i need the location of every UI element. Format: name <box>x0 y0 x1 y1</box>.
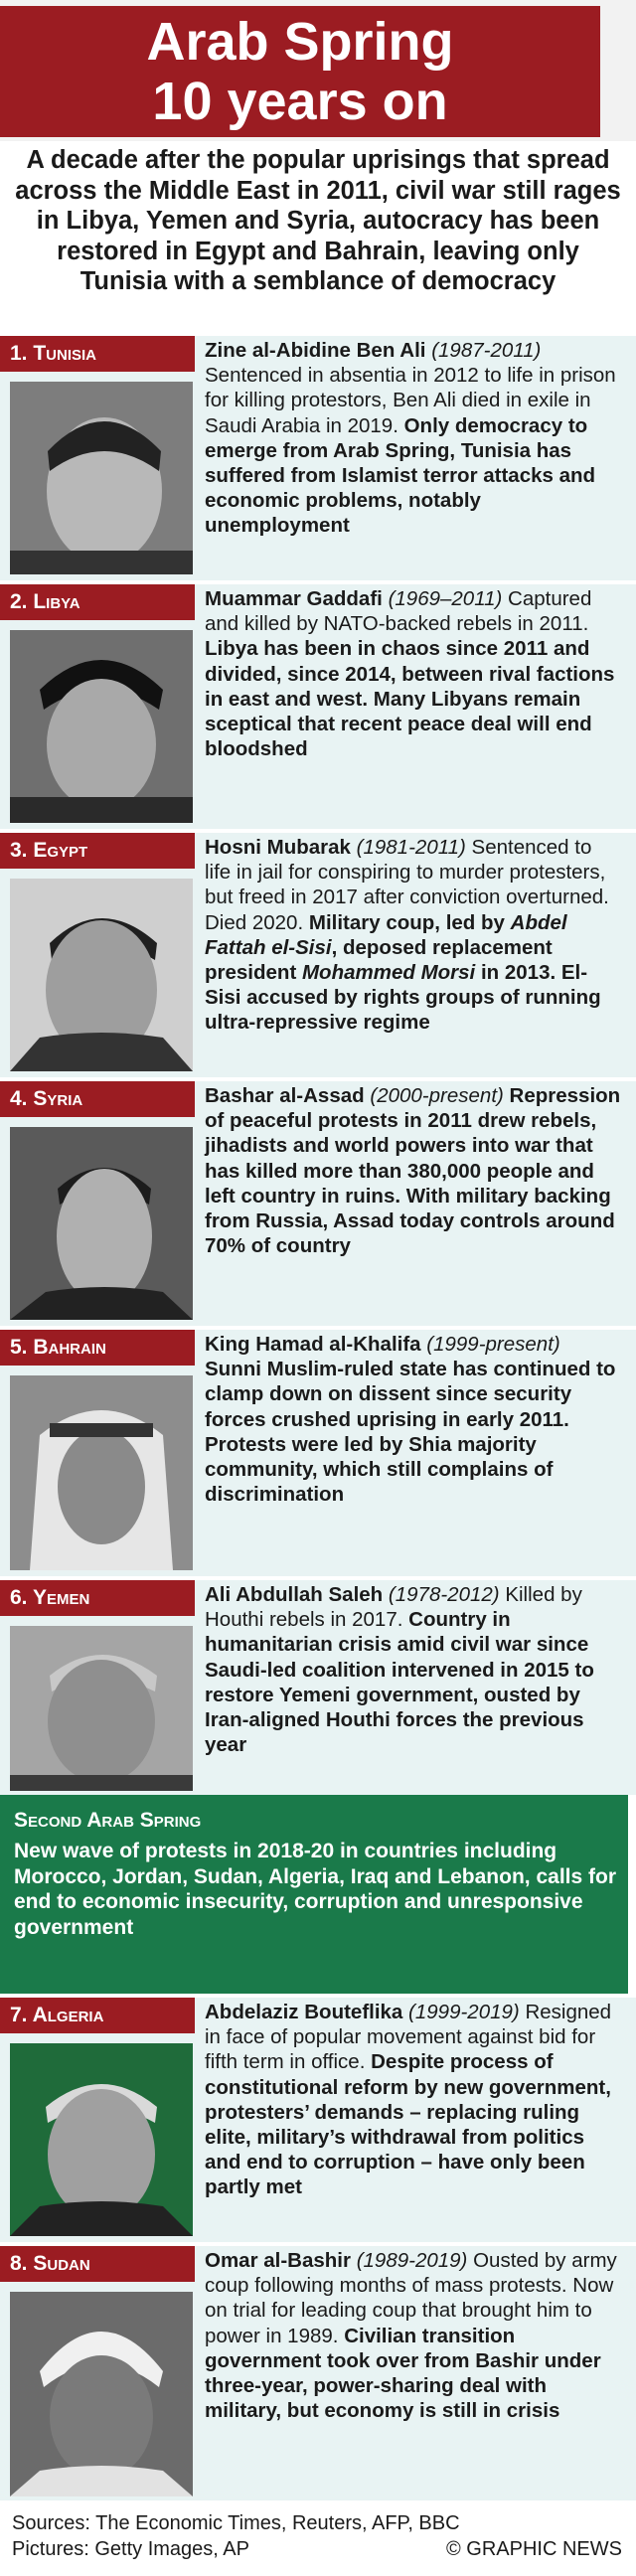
portrait-photo <box>10 630 193 823</box>
leader-years: (1987-2011) <box>431 339 542 362</box>
country-card-tunisia <box>0 336 636 580</box>
country-status: Despite process of constitutional reform by new government, protesters’ demands – replacing ruling elite, military’s withdrawal from politics and end to corruption – have only been partly met <box>205 2050 611 2199</box>
leader-name: Hosni Mubarak <box>205 836 351 859</box>
country-status: Country in humanitarian crisis amid civil war since Saudi-led coalition intervened in 2015 to restore Yemeni government, ousted by Iran-aligned Houthi forces the previous year <box>205 1608 594 1757</box>
country-text <box>205 586 622 761</box>
country-status: Civilian transition government took over from Bashir under three-year, power-sharing deal with military, but economy is still in crisis <box>205 2324 601 2423</box>
country-card-libya <box>0 584 636 829</box>
country-summary: Sentenced to life in jail for conspiring to murder protesters, but freed in 2017 after conviction overturned. Died 2020. <box>205 836 609 934</box>
person-name-morsi: Mohammed Morsi <box>301 961 476 985</box>
portrait-photo <box>10 1127 193 1320</box>
title-line-1: Arab Spring <box>146 12 454 72</box>
portrait-photo <box>10 2043 193 2236</box>
portrait-photo <box>10 382 193 574</box>
country-card-syria <box>0 1081 636 1326</box>
country-card-algeria <box>0 1998 636 2242</box>
sources-credit: Sources: The Economic Times, Reuters, AFP, BBC <box>12 2512 460 2534</box>
country-status-part: in 2013. El-Sisi accused by rights groups of running ultra-repressive regime <box>205 961 601 1035</box>
country-text <box>205 2248 622 2423</box>
country-label: 5. Bahrain <box>0 1330 195 1366</box>
leader-name: Zine al-Abidine Ben Ali <box>205 339 426 362</box>
country-summary: Sentenced in absentia in 2012 to life in prison for killing protestors, Ben Ali died in exile in Saudi Arabia in 2019. <box>205 364 616 437</box>
pictures-credit: Pictures: Getty Images, AP <box>12 2538 249 2560</box>
leader-name: Abdelaziz Bouteflika <box>205 2001 403 2023</box>
footer <box>0 2504 636 2576</box>
country-text <box>205 1083 622 1258</box>
country-label: 1. Tunisia <box>0 336 195 372</box>
country-label: 8. Sudan <box>0 2246 195 2282</box>
country-summary: Killed by Houthi rebels in 2017. <box>205 1583 582 1632</box>
country-text <box>205 1332 622 1507</box>
country-status-part: , deposed replacement president <box>205 935 553 985</box>
leader-name: Muammar Gaddafi <box>205 587 383 610</box>
leader-years: (1981-2011) <box>356 836 466 859</box>
second-arab-spring-box <box>0 1795 628 1994</box>
leader-years: (1999-2019) <box>408 2001 520 2023</box>
country-summary: Resigned in face of popular movement against bid for fifth term in office. <box>205 2001 612 2074</box>
leader-name: King Hamad al-Khalifa <box>205 1333 421 1356</box>
copyright: © GRAPHIC NEWS <box>446 2538 622 2560</box>
country-card-sudan <box>0 2246 636 2500</box>
country-text <box>205 835 622 1036</box>
country-label: 6. Yemen <box>0 1580 195 1616</box>
portrait-photo <box>10 1375 193 1570</box>
leader-name: Ali Abdullah Saleh <box>205 1583 384 1606</box>
country-status: Sunni Muslim-ruled state has continued to clamp down on dissent since security forces crushed uprising in early 2011. Protests were led by Shia majority community, which still complains of discrimination <box>205 1358 616 1507</box>
country-card-yemen <box>0 1580 636 1795</box>
country-status: Libya has been in chaos since 2011 and divided, since 2014, between rival factions in east and west. Many Libyans remain sceptical that recent peace deal will end bloodshed <box>205 637 615 761</box>
country-text <box>205 2000 622 2200</box>
second-spring-body: New wave of protests in 2018-20 in countries including Morocco, Jordan, Sudan, Algeria, Iraq and Lebanon, calls for end to economic insecurity, corruption and unresponsive government <box>14 1840 616 1939</box>
title-banner <box>0 6 600 137</box>
second-spring-title: Second Arab Spring <box>14 1809 202 1832</box>
leader-name: Omar al-Bashir <box>205 2249 351 2272</box>
leader-years: (2000-present) <box>370 1084 504 1107</box>
leader-name: Bashar al-Assad <box>205 1084 365 1107</box>
portrait-photo <box>10 2292 193 2496</box>
country-status: Repression of peaceful protests in 2011 drew rebels, jihadists and world powers into war that has killed more than 380,000 people and left country in ruins. With military backing from Russia, Assad today controls around 70% of country <box>205 1084 621 1258</box>
country-text <box>205 1582 622 1757</box>
country-card-egypt <box>0 833 636 1077</box>
header <box>0 0 636 141</box>
intro-text: A decade after the popular uprisings that spread across the Middle East in 2011, civil war still rages in Libya, Yemen and Syria, autocracy has been restored in Egypt and Bahrain, leaving only Tunisia with a semblance of democracy <box>15 146 621 295</box>
leader-years: (1989-2019) <box>356 2249 468 2272</box>
leader-years: (1978-2012) <box>388 1583 500 1606</box>
country-text <box>205 338 622 539</box>
leader-years: (1969–2011) <box>388 587 503 610</box>
country-summary: Captured and killed by NATO-backed rebels in 2011. <box>205 587 592 636</box>
country-summary: Ousted by army coup following months of mass protests. Now on trial for leading coup that brought him to power in 1989. <box>205 2249 617 2347</box>
title-line-2: 10 years on <box>152 72 448 131</box>
person-name-sisi: Abdel Fattah el-Sisi <box>205 910 567 959</box>
country-card-bahrain <box>0 1330 636 1576</box>
country-label: 2. Libya <box>0 584 195 620</box>
country-label: 3. Egypt <box>0 833 195 869</box>
portrait-photo <box>10 879 193 1071</box>
country-status: Only democracy to emerge from Arab Spring, Tunisia has suffered from Islamist terror attacks and economic problems, notably unemployment <box>205 413 596 538</box>
portrait-photo <box>10 1626 193 1791</box>
country-label: 7. Algeria <box>0 1998 195 2033</box>
leader-years: (1999-present) <box>426 1333 560 1356</box>
country-status-part: Military coup, led by <box>308 910 505 934</box>
country-label: 4. Syria <box>0 1081 195 1117</box>
